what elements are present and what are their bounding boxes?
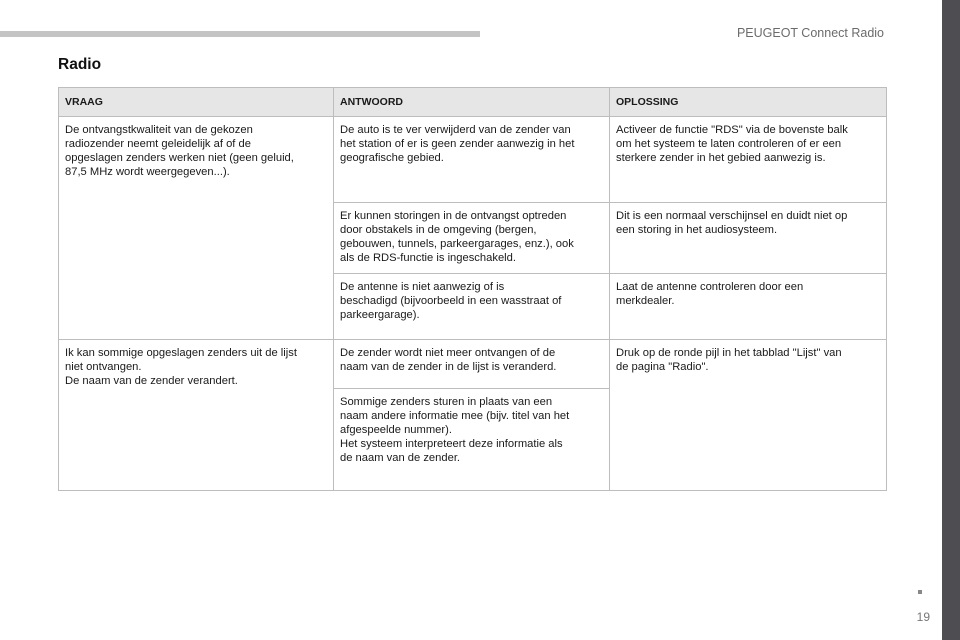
running-header: PEUGEOT Connect Radio xyxy=(736,26,884,40)
page-number: 19 xyxy=(916,610,930,624)
question-cell: De ontvangstkwaliteit van de gekozen radiozender neemt geleidelijk af of de opgeslagen zenders werken niet (geen geluid, 87,5 MHz wordt weergegeven...). xyxy=(59,117,334,340)
column-header-question: VRAAG xyxy=(59,88,334,117)
page-marker xyxy=(918,590,922,594)
answer-cell: Sommige zenders sturen in plaats van een naam andere informatie mee (bijv. titel van het afgespeelde nummer). Het systeem interpreteert deze informatie als de naam van de zender. xyxy=(334,389,610,491)
page-side-bar xyxy=(942,0,960,640)
header-rule xyxy=(0,31,480,37)
table-header-row xyxy=(59,88,887,117)
answer-cell: De auto is te ver verwijderd van de zender van het station of er is geen zender aanwezig in het geografische gebied. xyxy=(334,117,610,203)
question-cell: Ik kan sommige opgeslagen zenders uit de lijst niet ontvangen. De naam van de zender verandert. xyxy=(59,340,334,491)
solution-cell: Druk op de ronde pijl in het tabblad "Lijst" van de pagina "Radio". xyxy=(610,340,887,491)
solution-cell: Dit is een normaal verschijnsel en duidt niet op een storing in het audiosysteem. xyxy=(610,203,887,274)
table-row xyxy=(59,117,887,203)
page-title: Radio xyxy=(58,56,102,73)
troubleshooting-table xyxy=(58,87,887,491)
solution-cell: Activeer de functie "RDS" via de bovenste balk om het systeem te laten controleren of er een sterkere zender in het gebied aanwezig is. xyxy=(610,117,887,203)
answer-cell: De zender wordt niet meer ontvangen of de naam van de zender in de lijst is veranderd. xyxy=(334,340,610,389)
answer-cell: De antenne is niet aanwezig of is beschadigd (bijvoorbeeld in een wasstraat of parkeergarage). xyxy=(334,274,610,340)
column-header-solution: OPLOSSING xyxy=(610,88,887,117)
table-row xyxy=(59,340,887,389)
column-header-answer: ANTWOORD xyxy=(334,88,610,117)
solution-cell: Laat de antenne controleren door een merkdealer. xyxy=(610,274,887,340)
answer-cell: Er kunnen storingen in de ontvangst optreden door obstakels in de omgeving (bergen, gebouwen, tunnels, parkeergarages, enz.), ook als de RDS-functie is ingeschakeld. xyxy=(334,203,610,274)
